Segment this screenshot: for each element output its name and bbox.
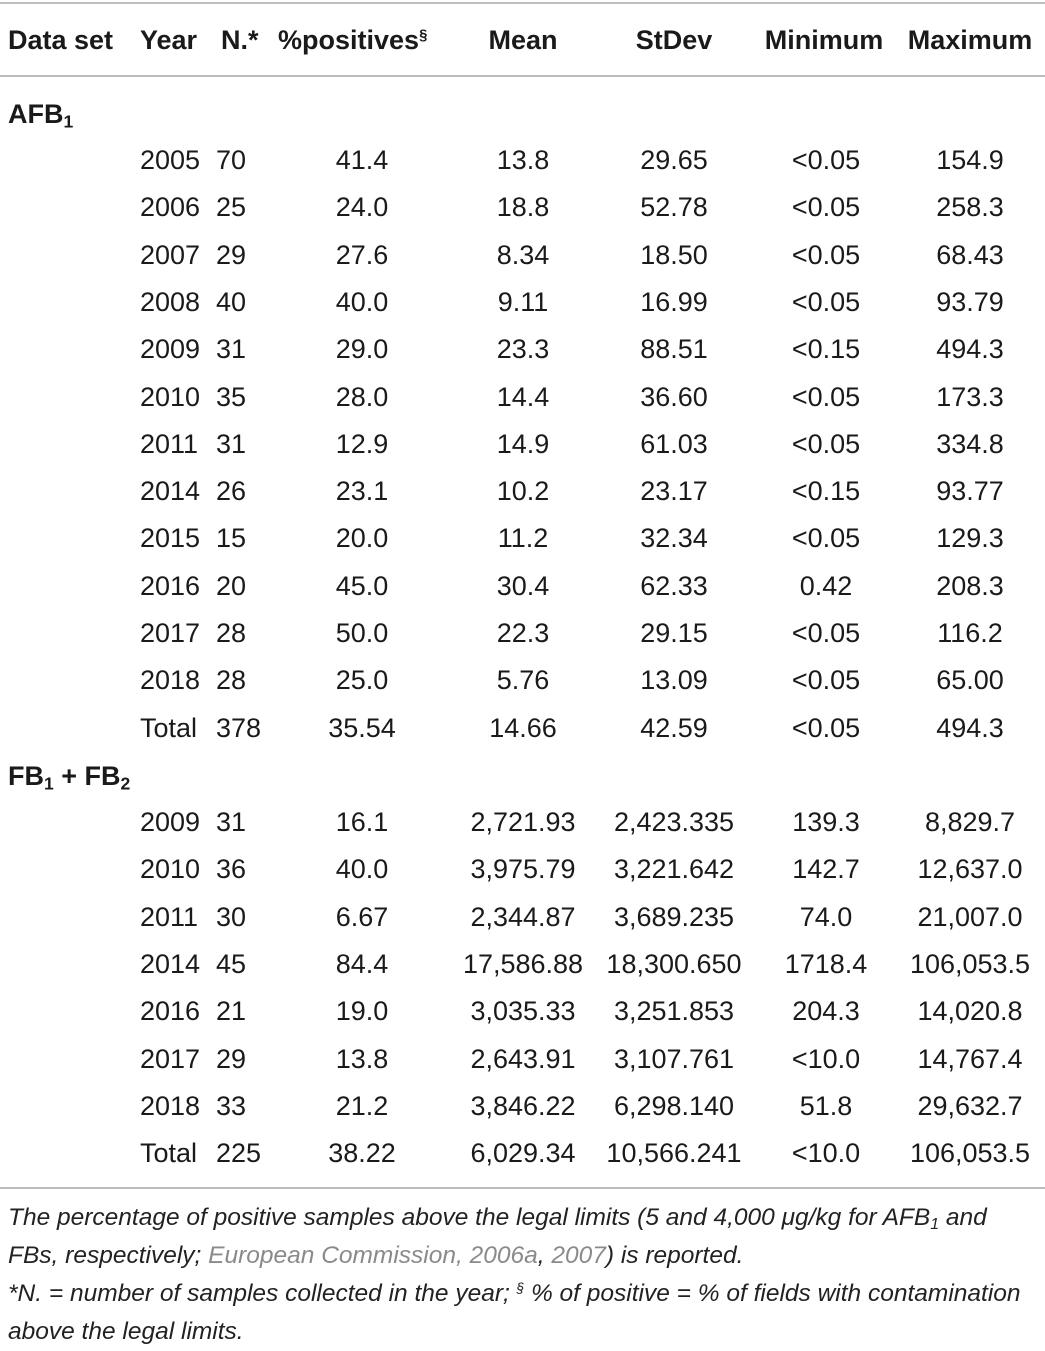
cell-stdev: 88.51	[640, 334, 708, 365]
cell-mean: 2,721.93	[470, 807, 576, 837]
cell-year: 2006	[140, 192, 201, 223]
cell-n: 28	[216, 618, 247, 648]
top-rule	[0, 2, 1045, 4]
cell-stdev: 18,300.650	[606, 948, 742, 979]
cell-max: 93.79	[936, 286, 1004, 317]
section-fb-label-b: FB	[84, 761, 121, 791]
cell-pos: 16.1	[335, 807, 389, 837]
cell-n: 40	[216, 286, 247, 317]
footnote-text: ,	[537, 1242, 552, 1269]
table-row	[0, 469, 1045, 513]
cell-pos: 84.4	[335, 948, 389, 979]
cell-min: <0.05	[791, 712, 861, 743]
cell-stdev: 13.09	[640, 665, 708, 696]
cell-year: 2018	[140, 665, 201, 696]
table-row	[0, 375, 1045, 419]
cell-min: <0.15	[791, 334, 861, 365]
cell-mean: 17,586.88	[462, 948, 584, 979]
footnote-text: ) is reported.	[605, 1242, 744, 1269]
section-afb1-sub: 1	[63, 111, 74, 132]
cell-mean: 10.2	[496, 476, 550, 507]
cell-max: 258.3	[936, 192, 1004, 223]
cell-max: 14,020.8	[917, 996, 1023, 1027]
section-afb1-label: AFB	[8, 99, 64, 129]
cell-stdev: 29.15	[640, 618, 708, 648]
cell-n: 70	[216, 145, 247, 175]
cell-max: 65.00	[936, 665, 1004, 696]
cell-min: 139.3	[792, 807, 860, 837]
cell-min: <0.05	[791, 618, 861, 648]
table-row	[0, 800, 1045, 844]
cell-stdev: 29.65	[640, 145, 708, 175]
table-row	[0, 895, 1045, 939]
cell-mean: 2,643.91	[470, 1043, 576, 1074]
cell-n: 26	[216, 476, 247, 507]
cell-stdev: 23.17	[640, 476, 708, 507]
cell-stdev: 42.59	[640, 712, 708, 743]
table-row	[0, 989, 1045, 1033]
footnote-line-2	[8, 1275, 1038, 1351]
cell-n: 31	[216, 428, 247, 459]
cell-min: <0.05	[791, 192, 861, 223]
cell-year: Total	[140, 712, 198, 743]
cell-year: Total	[140, 1138, 198, 1169]
col-stdev: StDev	[635, 25, 713, 55]
cell-max: 494.3	[936, 334, 1004, 365]
cell-n: 28	[216, 665, 247, 696]
col-n: N.*	[221, 25, 259, 55]
table-row	[0, 516, 1045, 560]
table-row	[0, 611, 1045, 655]
cell-n: 29	[216, 1043, 247, 1074]
cell-mean: 14.66	[489, 712, 557, 743]
cell-mean: 3,975.79	[470, 854, 576, 885]
table-row	[0, 1131, 1045, 1175]
cell-n: 36	[216, 854, 247, 885]
cell-n: 378	[216, 712, 262, 743]
cell-stdev: 32.34	[640, 523, 708, 554]
cell-stdev: 3,221.642	[613, 854, 735, 885]
cell-max: 334.8	[936, 428, 1004, 459]
cell-min: 142.7	[792, 854, 860, 885]
col-year: Year	[140, 25, 198, 55]
cell-year: 2011	[140, 901, 199, 932]
cell-min: 51.8	[799, 1090, 853, 1121]
section-fb-label-a: FB	[8, 761, 44, 791]
cell-max: 173.3	[936, 381, 1004, 412]
cell-pos: 40.0	[335, 286, 389, 317]
cell-pos: 25.0	[335, 665, 389, 696]
cell-mean: 30.4	[496, 570, 550, 601]
cell-max: 116.2	[937, 618, 1003, 648]
cell-pos: 13.8	[335, 1043, 389, 1074]
cell-year: 2008	[140, 286, 201, 317]
table-row	[0, 564, 1045, 608]
cell-stdev: 3,689.235	[613, 901, 735, 932]
cell-mean: 23.3	[496, 334, 550, 365]
cell-min: <0.05	[791, 665, 861, 696]
cell-n: 225	[216, 1138, 262, 1169]
cell-min: <10.0	[791, 1043, 861, 1074]
col-maximum: Maximum	[907, 25, 1033, 55]
cell-year: 2009	[140, 807, 201, 837]
table-row	[0, 233, 1045, 277]
cell-n: 45	[216, 948, 247, 979]
cell-min: 74.0	[799, 901, 853, 932]
footnote-sub: 1	[930, 1215, 940, 1233]
cell-mean: 6,029.34	[470, 1138, 576, 1169]
cell-n: 25	[216, 192, 247, 223]
cell-min: 0.42	[799, 570, 853, 601]
cell-pos: 41.4	[335, 145, 389, 175]
cell-mean: 14.9	[496, 428, 550, 459]
cell-year: 2010	[140, 381, 201, 412]
cell-year: 2005	[140, 145, 201, 175]
header-rule	[0, 75, 1045, 77]
section-fb-sub-b: 2	[120, 773, 131, 794]
cell-pos: 27.6	[335, 239, 389, 270]
cell-max: 29,632.7	[917, 1090, 1023, 1121]
cell-n: 33	[216, 1090, 247, 1121]
col-positives-text: %positives	[278, 25, 420, 55]
col-mean: Mean	[488, 25, 558, 55]
cell-min: 1718.4	[784, 948, 868, 979]
cell-mean: 18.8	[496, 192, 550, 223]
cell-n: 21	[216, 996, 247, 1027]
cell-year: 2010	[140, 854, 201, 885]
cell-mean: 9.11	[497, 286, 549, 317]
cell-n: 35	[216, 381, 247, 412]
cell-mean: 3,035.33	[470, 996, 576, 1027]
footnote-text: *N. = number of samples collected in the year;	[8, 1280, 517, 1307]
col-positives	[278, 22, 427, 58]
cell-max: 93.77	[936, 476, 1004, 507]
cell-year: 2015	[140, 523, 201, 554]
cell-max: 129.3	[936, 523, 1004, 554]
cell-stdev: 52.78	[640, 192, 708, 223]
cell-min: <0.05	[791, 381, 861, 412]
cell-n: 15	[216, 523, 247, 554]
table-row	[0, 280, 1045, 324]
cell-pos: 29.0	[335, 334, 389, 365]
cell-mean: 5.76	[496, 665, 550, 696]
cell-stdev: 6,298.140	[613, 1090, 735, 1121]
cell-pos: 40.0	[335, 854, 389, 885]
cell-stdev: 62.33	[640, 570, 708, 601]
table-row	[0, 1037, 1045, 1081]
cell-pos: 23.1	[335, 476, 389, 507]
cell-pos: 19.0	[335, 996, 389, 1027]
cell-pos: 35.54	[328, 712, 396, 743]
footnote-text: The percentage of positive samples above the legal limits (5 and 4,000 μg/kg for AFB	[8, 1204, 931, 1231]
cell-max: 21,007.0	[917, 901, 1023, 932]
cell-stdev: 3,107.761	[613, 1043, 735, 1074]
section-fb-plus: +	[53, 761, 85, 791]
cell-min: <0.05	[791, 239, 861, 270]
cell-year: 2017	[140, 618, 201, 648]
cell-min: <10.0	[791, 1138, 861, 1169]
cell-max: 14,767.4	[917, 1043, 1023, 1074]
cell-year: 2018	[140, 1090, 201, 1121]
cell-pos: 6.67	[335, 901, 389, 932]
cell-min: <0.05	[791, 145, 861, 175]
cell-year: 2007	[140, 239, 201, 270]
cell-pos: 21.2	[335, 1090, 389, 1121]
cell-max: 106,053.5	[909, 948, 1031, 979]
cell-mean: 22.3	[496, 618, 550, 648]
cell-max: 154.9	[936, 145, 1004, 175]
cell-stdev: 16.99	[640, 286, 708, 317]
footnote-line-1	[8, 1199, 1038, 1275]
cell-mean: 3,846.22	[470, 1090, 576, 1121]
table-row	[0, 847, 1045, 891]
cell-stdev: 36.60	[640, 381, 708, 412]
table-row	[0, 658, 1045, 702]
cell-year: 2011	[140, 428, 199, 459]
cell-year: 2016	[140, 996, 201, 1027]
cell-year: 2014	[140, 948, 201, 979]
section-fb-sub-a: 1	[44, 773, 54, 794]
cell-mean: 2,344.87	[470, 901, 576, 932]
cell-stdev: 61.03	[640, 428, 708, 459]
table-row	[0, 138, 1045, 182]
cell-max: 68.43	[936, 239, 1004, 270]
cell-stdev: 10,566.241	[606, 1138, 742, 1169]
section-fb	[8, 758, 130, 794]
table-row	[0, 1084, 1045, 1128]
col-positives-sup: §	[419, 27, 428, 44]
cell-pos: 45.0	[335, 570, 389, 601]
reference-link-ec-2007[interactable]: 2007	[551, 1242, 606, 1269]
table-row	[0, 942, 1045, 986]
cell-stdev: 18.50	[640, 239, 708, 270]
cell-min: <0.15	[791, 476, 861, 507]
cell-n: 30	[216, 901, 247, 932]
cell-pos: 24.0	[335, 192, 389, 223]
table-row	[0, 327, 1045, 371]
table-footnote	[8, 1199, 1038, 1351]
table-row	[0, 706, 1045, 750]
reference-link-ec-2006a[interactable]: European Commission, 2006a	[208, 1242, 538, 1269]
col-dataset: Data set	[8, 25, 114, 55]
cell-pos: 20.0	[335, 523, 389, 554]
table-row	[0, 422, 1045, 466]
cell-mean: 14.4	[496, 381, 550, 412]
cell-stdev: 3,251.853	[613, 996, 735, 1027]
cell-pos: 50.0	[335, 618, 389, 648]
table-row	[0, 185, 1045, 229]
cell-year: 2009	[140, 334, 201, 365]
col-minimum: Minimum	[764, 25, 884, 55]
footnote-text: % of positive = % of fields with contamination above the legal limits.	[8, 1280, 1021, 1345]
cell-stdev: 2,423.335	[613, 807, 735, 837]
footnote-sup: §	[516, 1280, 525, 1296]
cell-n: 20	[216, 570, 247, 601]
cell-max: 494.3	[936, 712, 1004, 743]
cell-min: <0.05	[791, 523, 861, 554]
footnote-text: and FBs, respectively;	[8, 1204, 987, 1269]
cell-min: 204.3	[792, 996, 860, 1027]
cell-year: 2017	[140, 1043, 201, 1074]
cell-pos: 28.0	[335, 381, 389, 412]
cell-mean: 13.8	[496, 145, 550, 175]
cell-max: 12,637.0	[917, 854, 1023, 885]
cell-year: 2014	[140, 476, 201, 507]
cell-year: 2016	[140, 570, 201, 601]
section-afb1	[8, 96, 73, 132]
cell-n: 29	[216, 239, 247, 270]
cell-n: 31	[216, 807, 247, 837]
cell-min: <0.05	[791, 428, 861, 459]
cell-min: <0.05	[791, 286, 861, 317]
cell-pos: 12.9	[335, 428, 389, 459]
cell-pos: 38.22	[328, 1138, 396, 1169]
bottom-rule	[0, 1187, 1045, 1189]
cell-n: 31	[216, 334, 247, 365]
cell-max: 208.3	[936, 570, 1004, 601]
cell-max: 106,053.5	[909, 1138, 1031, 1169]
cell-mean: 8.34	[496, 239, 550, 270]
cell-mean: 11.2	[497, 523, 549, 554]
cell-max: 8,829.7	[924, 807, 1016, 837]
